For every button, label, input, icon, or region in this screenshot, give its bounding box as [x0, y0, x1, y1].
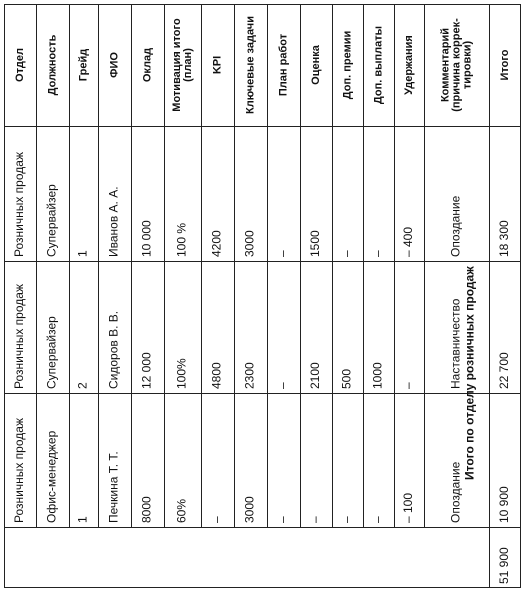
- table-cell: Опоздание: [448, 461, 463, 523]
- table-cell: 2300: [242, 362, 257, 389]
- table-cell: –: [401, 382, 416, 389]
- table-cell: Сидоров В. В.: [106, 310, 121, 389]
- column-header: Итого: [498, 49, 511, 81]
- table-cell: –: [209, 516, 224, 523]
- column-header: Удержания: [402, 35, 415, 95]
- column-header: (причина коррек-: [450, 18, 463, 112]
- table-cell: –: [339, 516, 354, 523]
- table-cell: Печкина Т. Т.: [106, 451, 121, 523]
- column-header: Доп. выплаты: [372, 25, 385, 105]
- column-header: ФИО: [108, 52, 121, 78]
- table-cell: Розничных продаж: [12, 284, 27, 389]
- column-header: Мотивация итого: [170, 18, 183, 112]
- table-cell: 12 000: [139, 352, 154, 389]
- table-cell: Супервайзер: [44, 316, 59, 389]
- table-cell: Супервайзер: [44, 184, 59, 257]
- column-header: План работ: [277, 33, 290, 97]
- table-cell: –: [370, 516, 385, 523]
- table-cell: – 100: [401, 492, 416, 523]
- table-cell: Розничных продаж: [12, 418, 27, 523]
- table-cell: Розничных продаж: [12, 152, 27, 257]
- table-cell: 4200: [209, 230, 224, 257]
- column-header: тировки): [461, 40, 474, 90]
- column-header: Грейд: [77, 48, 90, 82]
- table-cell: 4800: [209, 362, 224, 389]
- total-label: Итого по отделу розничных продаж: [462, 266, 477, 480]
- column-header: Комментарий: [439, 27, 452, 103]
- table-cell: 22 700: [497, 352, 512, 389]
- table-cell: Наставничество: [448, 298, 463, 389]
- table-cell: 3000: [242, 496, 257, 523]
- table-cell: Офис-менеджер: [44, 430, 59, 523]
- table-cell: 1: [75, 250, 90, 257]
- table-cell: 10 900: [497, 486, 512, 523]
- table-cell: 1500: [308, 230, 323, 257]
- table-cell: 8000: [139, 496, 154, 523]
- table-cell: 2: [75, 382, 90, 389]
- table-cell: –: [339, 250, 354, 257]
- table-cell: 2100: [308, 362, 323, 389]
- table-cell: Иванов А. А.: [106, 186, 121, 257]
- column-header: Должность: [46, 34, 59, 96]
- table-cell: –: [275, 516, 290, 523]
- table-cell: 100%: [174, 358, 189, 389]
- table-cell: 18 300: [497, 220, 512, 257]
- table-cell: 3000: [242, 230, 257, 257]
- table-cell: 1000: [370, 362, 385, 389]
- table-cell: Опоздание: [448, 195, 463, 257]
- total-value: 51 900: [497, 547, 512, 584]
- column-header: Оклад: [141, 47, 154, 83]
- column-header: Доп. премии: [341, 30, 354, 100]
- column-header: (план): [181, 48, 194, 82]
- table-cell: – 400: [401, 226, 416, 257]
- table-cell: –: [275, 250, 290, 257]
- table-cell: 10 000: [139, 220, 154, 257]
- column-header: Ключевые задачи: [244, 16, 257, 114]
- table-cell: 1: [75, 516, 90, 523]
- column-header: Оценка: [309, 45, 322, 85]
- table-cell: 60%: [174, 498, 189, 523]
- table-cell: 100 %: [174, 222, 189, 257]
- table-cell: 500: [339, 368, 354, 389]
- table-cell: –: [370, 250, 385, 257]
- table-cell: –: [308, 516, 323, 523]
- column-header: KPI: [211, 55, 224, 75]
- table-cell: –: [275, 382, 290, 389]
- column-header: Отдел: [13, 48, 26, 82]
